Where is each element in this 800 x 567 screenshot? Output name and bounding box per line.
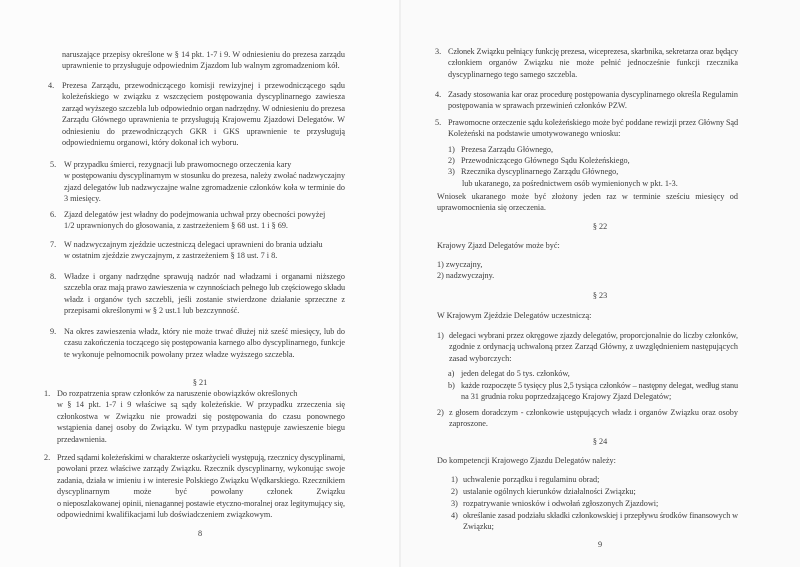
item4-line: Zasady stosowania kar oraz procedurę postępowania dyscyplinarnego określa Regulamin xyxy=(448,90,738,99)
cont-line: naruszające przepisy określone w § 14 pkt. 1-7 i 9. W odniesieniu do prezesa zarządu xyxy=(62,50,345,59)
sublist-item: Rzecznika dyscyplinarnego Zarządu Głównego, xyxy=(461,167,619,177)
item3-line: członkiem organów Związku nie może pełnić jednocześnie funkcji rzecznika xyxy=(448,58,738,68)
s21-item1-line: wstąpienia danej osoby do Związku. W tym przypadku następuje zawieszenie biegu xyxy=(57,423,345,433)
item7-line: w ostatnim zjeździe zwyczajnym, z zastrzeżeniem § 18 ust. 7 i 8. xyxy=(64,251,278,261)
item9-line: czasu zakończenia toczącego się postępowania karnego albo dyscyplinarnego, funkcje xyxy=(64,338,345,348)
s23-a-line: jeden delegat do 5 tys. członków, xyxy=(461,369,570,378)
s23-b-number: b) xyxy=(448,381,455,390)
item5-line: Prawomocne orzeczenie sądu koleżeńskiego może być poddane rewizji przez Główny Sąd xyxy=(448,118,739,127)
s24-heading: § 24 xyxy=(592,437,608,446)
item4-line: Prezesa Zarządu, przewodniczącego komisji rewizyjnej i przewodniczącego sądu xyxy=(62,81,345,90)
s23-heading: § 23 xyxy=(592,291,608,300)
wniosek-line: uprawomocnienia się orzeczenia. xyxy=(437,203,546,213)
sublist-number: 3) xyxy=(448,167,455,177)
item8-line: władz i organów tych szczebli, jeśli zostanie stwierdzone działanie sprzeczne z xyxy=(64,294,345,304)
item6-number: 6. xyxy=(50,210,57,219)
item8-line: przepisami określonymi w § 2 ust.1 lub bezczynność. xyxy=(64,306,240,316)
item5-line: w postępowaniu dyscyplinarnym w stosunku do prezesa, należy zwołać nadzwyczajny xyxy=(64,171,345,181)
s24-1-line: uchwalenie porządku i regulaminu obrad; xyxy=(463,475,600,484)
item7-number: 7. xyxy=(50,240,57,249)
s21-item1-line: przedawnienia. xyxy=(57,434,107,444)
item4-line: odniesieniu do przewodniczących GKR i GKS uprawnienie te przysługują xyxy=(62,126,345,136)
s21-heading: § 21 xyxy=(192,378,208,387)
page-number-heading: 9 xyxy=(597,540,603,549)
s21-item2-number: 2. xyxy=(44,453,51,462)
sublist-number: 2) xyxy=(448,156,455,166)
item6-line: Zjazd delegatów jest władny do podejmowania uchwał przy obecności powyżej xyxy=(64,210,326,219)
s24-4-line: określanie zasad podziału składki członkowskiej i przepływu środków finansowych w xyxy=(463,511,738,520)
s24-3-line: rozpatrywanie wniosków i odwołań zgłoszonych Zjazdowi; xyxy=(463,499,659,508)
s21-item1-number: 1. xyxy=(44,389,51,398)
s21-item2-line: dyscyplinarnym może być powołany członek Związku xyxy=(57,487,345,497)
s21-item2-line: Przed sądami koleżeńskimi w charakterze oskarżycieli występują, rzecznicy dyscyplinarni, xyxy=(57,453,345,462)
item4-line: postępowania w sprawach przewinień członków PZW. xyxy=(448,101,627,111)
item4-line: koleżeńskiego w związku z wszczęciem postępowania dyscyplinarnego zawiesza xyxy=(62,92,345,102)
sublist-item: Prezesa Zarządu Głównego, xyxy=(461,145,554,154)
s22-heading: § 22 xyxy=(592,222,608,231)
s23-item2-number: 2) xyxy=(437,408,444,417)
sublist-item: lub ukaranego, za pośrednictwem osób wymienionych w pkt. 1-3. xyxy=(462,178,678,188)
item9-number: 9. xyxy=(50,327,57,336)
item6-line: 1/2 uprawnionych do głosowania, z zastrzeżeniem § 68 ust. 1 i § 69. xyxy=(64,221,288,231)
item4-line: odpowiedniemu organowi, który dokonał ich wyboru. xyxy=(62,138,239,147)
s21-item1-line: Do rozpatrzenia spraw członków za naruszenie obowiązków określonych xyxy=(57,389,298,398)
item5-line: Koleżeński na podstawie umotywowanego wniosku: xyxy=(448,129,621,139)
s24-3-number: 3) xyxy=(451,499,458,508)
item8-number: 8. xyxy=(50,272,57,281)
s24-1-number: 1) xyxy=(451,475,458,484)
item5-number: 5. xyxy=(50,160,57,169)
s23-item2-line: z głosem doradczym - członkowie ustępujących władz i organów Związku oraz osoby xyxy=(449,408,738,417)
s22-list-line: 2) nadzwyczajny. xyxy=(437,271,495,281)
item3-number: 3. xyxy=(435,47,442,56)
s23-item2-line: zaproszone. xyxy=(449,419,488,429)
item4-number: 4. xyxy=(435,90,442,99)
item4-number: 4. xyxy=(48,81,55,90)
item4-line: zarząd wyższego szczebla lub odpowiednio organ nadrzędny. W odniesieniu do prezesa xyxy=(62,103,345,113)
sublist-number: 1) xyxy=(448,145,455,154)
s24-2-number: 2) xyxy=(451,487,458,496)
s23-intro-line: W Krajowym Zjeździe Delegatów uczestniczą: xyxy=(437,311,592,320)
s23-item1-line: delegaci wybrani przez okręgowe zjazdy delegatów, proporcjonalnie do liczby członków, xyxy=(449,331,738,340)
s24-4-line: Związku; xyxy=(463,522,494,532)
cont-line: uprawnienie to przysługuje odpowiednim Zjazdom lub walnym zgromadzeniom kół. xyxy=(62,61,340,71)
item3-line: Członek Związku pełniący funkcję prezesa, wiceprezesa, skarbnika, sekretarza oraz będący xyxy=(448,47,738,56)
right-page xyxy=(400,0,800,567)
page-fold-divider xyxy=(399,0,401,567)
item5-line: W przypadku śmierci, rezygnacji lub prawomocnego orzeczenia kary xyxy=(64,160,292,169)
s24-intro-line: Do kompetencji Krajowego Zjazdu Delegatów należy: xyxy=(437,456,616,465)
page-number-heading: 8 xyxy=(197,529,203,538)
s22-list-line: 1) zwyczajny, xyxy=(437,260,483,269)
s24-2-line: ustalanie ogólnych kierunków działalności Związku; xyxy=(463,487,636,496)
item3-line: dyscyplinarnego tego samego szczebla. xyxy=(448,69,578,79)
s23-a-number: a) xyxy=(448,369,455,378)
s23-item1-line: zasad wyborczych: xyxy=(449,353,512,363)
s22-intro-line: Krajowy Zjazd Delegatów może być: xyxy=(437,241,560,250)
s21-item1-line: w § 14 pkt. 1-7 i 9 właściwe są sądy koleżeńskie. W przypadku zrzeczenia się xyxy=(57,400,345,410)
item5-line: zjazd delegatów lub nadzwyczajne walne zgromadzenie członków koła w terminie do xyxy=(64,182,345,192)
item8-line: Władze i organy nadrzędne sprawują nadzór nad władzami i organami niższego xyxy=(64,272,345,281)
item4-line: Zarządu Głównego uprawnienia te przysługują Krajowemu Zjazdowi Delegatów. W xyxy=(62,115,345,125)
item9-line: Na okres zawieszenia władz, który nie może trwać dłużej niż sześć miesięcy, lub do xyxy=(64,327,345,336)
s21-item2-line: powołani przez właściwe zarządy Związku. Rzecznik dyscyplinarny, wykonując swoje xyxy=(57,464,345,474)
s23-b-line: każde rozpoczęte 5 tysięcy plus 2,5 tysiąca członków – następny delegat, według stanu xyxy=(461,381,738,390)
s21-item1-line: członkostwa w Związku nie prowadzi się postępowania do czasu ponownego xyxy=(57,411,345,421)
s21-item2-line: o nieposzlakowanej opinii, nienagannej postawie etyczno-moralnej oraz legitymujący się, xyxy=(57,498,345,508)
item7-line: W nadzwyczajnym zjeździe uczestniczą delegaci uprawnieni do brania udziału xyxy=(64,240,323,249)
s24-4-number: 4) xyxy=(451,511,458,520)
item5-line: 3 miesięcy. xyxy=(64,194,101,204)
sublist-item: Przewodniczącego Głównego Sądu Koleżeńskiego, xyxy=(461,156,630,166)
item9-line: te wykonuje pełnomocnik powołany przez władze wyższego szczebla. xyxy=(64,349,295,359)
s23-item1-number: 1) xyxy=(437,331,444,340)
s21-item2-line: odpowiednimi kwalifikacjami lub doświadczeniem związkowym. xyxy=(57,510,273,519)
wniosek-line: Wniosek ukaranego może być złożony jeden raz w terminie sześciu miesięcy od xyxy=(437,192,738,201)
item5-number: 5. xyxy=(435,118,442,127)
s21-item2-line: zadania, działa w imieniu i w interesie Polskiego Związku Wędkarskiego. Rzecznikiem xyxy=(57,475,345,485)
s23-item1-line: zgodnie z ordynacją uchwaloną przez Zarząd Główny, z uwzględnieniem następujących xyxy=(449,342,738,352)
s23-b-line: na 31 grudnia roku poprzedzającego Krajowy Zjazd Delegatów; xyxy=(461,392,672,402)
item8-line: szczebla oraz mają prawo zawieszenia w czynnościach pełnego lub częściowego składu xyxy=(64,283,345,293)
